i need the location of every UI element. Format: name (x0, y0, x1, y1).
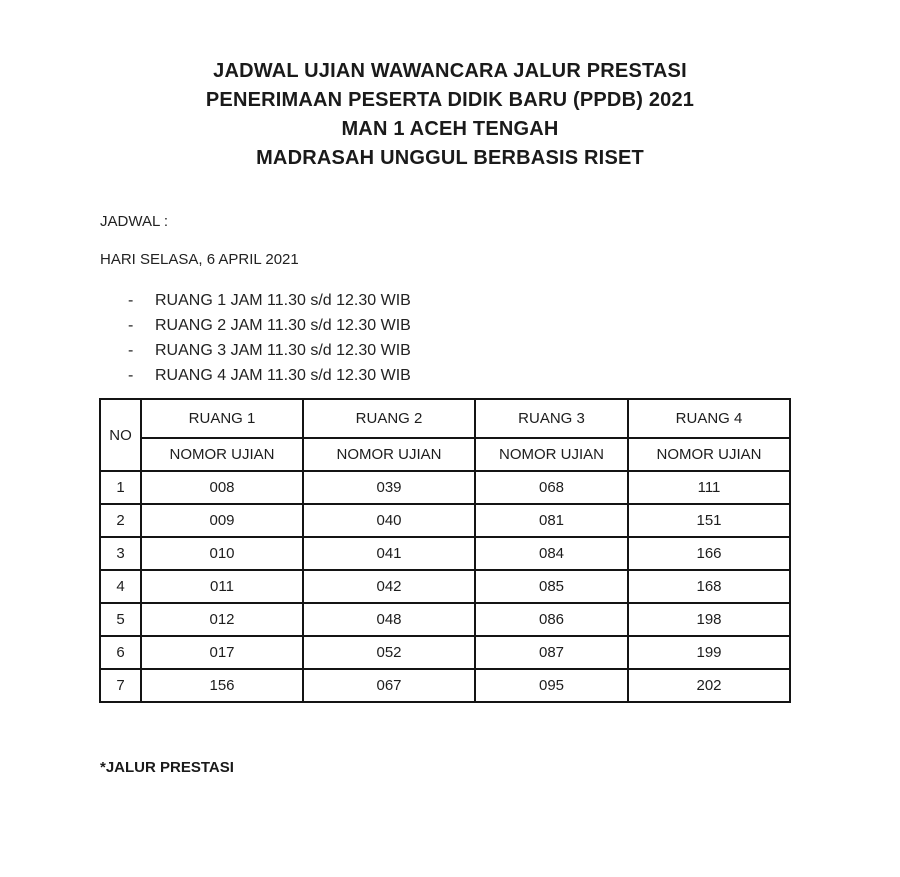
list-item (128, 288, 411, 313)
table-row (100, 636, 790, 669)
subheader-nomor-ujian: NOMOR UJIAN (475, 438, 628, 471)
exam-number-cell: 151 (628, 504, 790, 537)
exam-number-cell: 156 (141, 669, 303, 702)
bullet-dash: - (128, 317, 134, 334)
exam-number-cell: 052 (303, 636, 475, 669)
list-item-text: RUANG 1 JAM 11.30 s/d 12.30 WIB (155, 292, 411, 309)
row-number-cell: 7 (100, 669, 141, 702)
exam-number-cell: 087 (475, 636, 628, 669)
exam-number-cell: 041 (303, 537, 475, 570)
bullet-dash: - (128, 342, 134, 359)
list-item-text: RUANG 2 JAM 11.30 s/d 12.30 WIB (155, 317, 411, 334)
exam-number-cell: 009 (141, 504, 303, 537)
row-number-cell: 4 (100, 570, 141, 603)
exam-number-cell: 084 (475, 537, 628, 570)
exam-number-cell: 010 (141, 537, 303, 570)
table-row (100, 504, 790, 537)
exam-number-cell: 048 (303, 603, 475, 636)
exam-schedule-table (99, 398, 791, 703)
column-header-ruang-1: RUANG 1 (141, 399, 303, 438)
room-time-list (128, 288, 411, 388)
column-header-ruang-2: RUANG 2 (303, 399, 475, 438)
exam-number-cell: 012 (141, 603, 303, 636)
exam-number-cell: 040 (303, 504, 475, 537)
row-number-cell: 2 (100, 504, 141, 537)
list-item (128, 363, 411, 388)
subheader-nomor-ujian: NOMOR UJIAN (628, 438, 790, 471)
table-row (100, 471, 790, 504)
subheader-nomor-ujian: NOMOR UJIAN (303, 438, 475, 471)
table-row (100, 537, 790, 570)
exam-number-cell: 039 (303, 471, 475, 504)
table-row (100, 570, 790, 603)
table-row (100, 669, 790, 702)
exam-number-cell: 017 (141, 636, 303, 669)
schedule-day: HARI SELASA, 6 APRIL 2021 (100, 251, 299, 268)
document-title (0, 57, 900, 173)
exam-number-cell: 008 (141, 471, 303, 504)
footnote-jalur-prestasi: *JALUR PRESTASI (100, 759, 234, 776)
bullet-dash: - (128, 292, 134, 309)
exam-number-cell: 085 (475, 570, 628, 603)
title-line-1: JADWAL UJIAN WAWANCARA JALUR PRESTASI (213, 60, 687, 82)
exam-number-cell: 068 (475, 471, 628, 504)
exam-number-cell: 168 (628, 570, 790, 603)
exam-number-cell: 086 (475, 603, 628, 636)
list-item-text: RUANG 3 JAM 11.30 s/d 12.30 WIB (155, 342, 411, 359)
column-header-no: NO (100, 399, 141, 471)
row-number-cell: 1 (100, 471, 141, 504)
table-row (100, 603, 790, 636)
bullet-dash: - (128, 367, 134, 384)
exam-number-cell: 081 (475, 504, 628, 537)
table-header-row (100, 399, 790, 438)
list-item (128, 313, 411, 338)
exam-number-cell: 199 (628, 636, 790, 669)
exam-number-cell: 011 (141, 570, 303, 603)
exam-number-cell: 095 (475, 669, 628, 702)
column-header-ruang-4: RUANG 4 (628, 399, 790, 438)
exam-number-cell: 202 (628, 669, 790, 702)
list-item-text: RUANG 4 JAM 11.30 s/d 12.30 WIB (155, 367, 411, 384)
row-number-cell: 6 (100, 636, 141, 669)
exam-number-cell: 042 (303, 570, 475, 603)
title-line-4: MADRASAH UNGGUL BERBASIS RISET (256, 147, 644, 169)
table-subheader-row (100, 438, 790, 471)
row-number-cell: 5 (100, 603, 141, 636)
title-line-2: PENERIMAAN PESERTA DIDIK BARU (PPDB) 2021 (205, 89, 695, 111)
list-item (128, 338, 411, 363)
schedule-label: JADWAL : (100, 213, 169, 230)
exam-number-cell: 198 (628, 603, 790, 636)
exam-number-cell: 111 (628, 471, 790, 504)
exam-number-cell: 067 (303, 669, 475, 702)
exam-number-cell: 166 (628, 537, 790, 570)
subheader-nomor-ujian: NOMOR UJIAN (141, 438, 303, 471)
column-header-ruang-3: RUANG 3 (475, 399, 628, 438)
row-number-cell: 3 (100, 537, 141, 570)
title-line-3: MAN 1 ACEH TENGAH (341, 118, 559, 140)
